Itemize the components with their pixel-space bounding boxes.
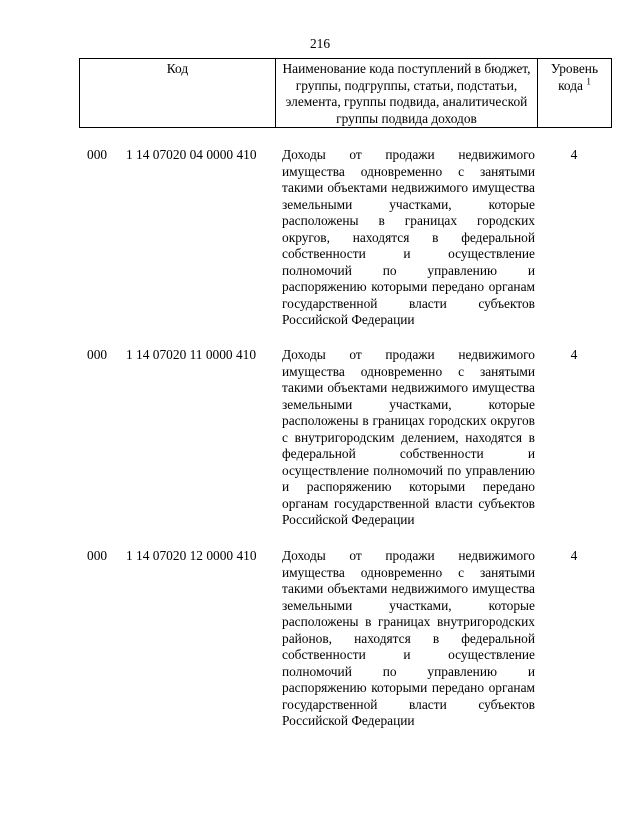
page-number: 216 — [309, 36, 331, 51]
header-name — [276, 59, 538, 128]
row-code: 1 14 07020 04 0000 410 — [126, 147, 257, 162]
header-level-footnote: 1 — [586, 76, 591, 87]
header-name-label: Наименование кода поступлений в бюджет, группы, подгруппы, статьи, подстатьи, элемента, группы подвида, аналитической группы подвида доходов — [282, 61, 531, 126]
row-code: 1 14 07020 12 0000 410 — [126, 548, 257, 563]
table-header — [79, 58, 612, 128]
row-name: Доходы от продажи недвижимого имущества одновременно с занятыми такими объектами недвижимого имущества земельными участками, которые расположены в границах городских округов, находятся в федеральной собственности и осуществление полномочий по управлению и распоряжению которыми передано органам государственной власти субъектов Российской Федерации — [282, 147, 535, 327]
row-prefix: 000 — [87, 347, 108, 362]
row-prefix: 000 — [87, 548, 108, 563]
row-level: 4 — [570, 147, 578, 162]
row-name: Доходы от продажи недвижимого имущества одновременно с занятыми такими объектами недвижимого имущества земельными участками, которые расположены в границах внутригородских районов, находятся в федеральной собственности и осуществление полномочий по управлению и распоряжению которыми передано органам государственной власти субъектов Российской Федерации — [282, 548, 535, 728]
row-level: 4 — [570, 548, 578, 563]
row-prefix: 000 — [87, 147, 108, 162]
header-level — [538, 59, 612, 128]
header-code-label: Код — [166, 61, 189, 76]
row-name: Доходы от продажи недвижимого имущества одновременно с занятыми такими объектами недвижимого имущества земельными участками, которые расположены в границах городских округов с внутригородским делением, находятся в федеральной собственности и осуществление полномочий по управлению и распоряжению которыми передано органам государственной власти субъектов Российской Федерации — [282, 347, 535, 527]
header-level-label: Уровень кода — [550, 61, 599, 93]
header-code — [80, 59, 276, 128]
row-code: 1 14 07020 11 0000 410 — [126, 347, 257, 362]
row-level: 4 — [570, 347, 578, 362]
